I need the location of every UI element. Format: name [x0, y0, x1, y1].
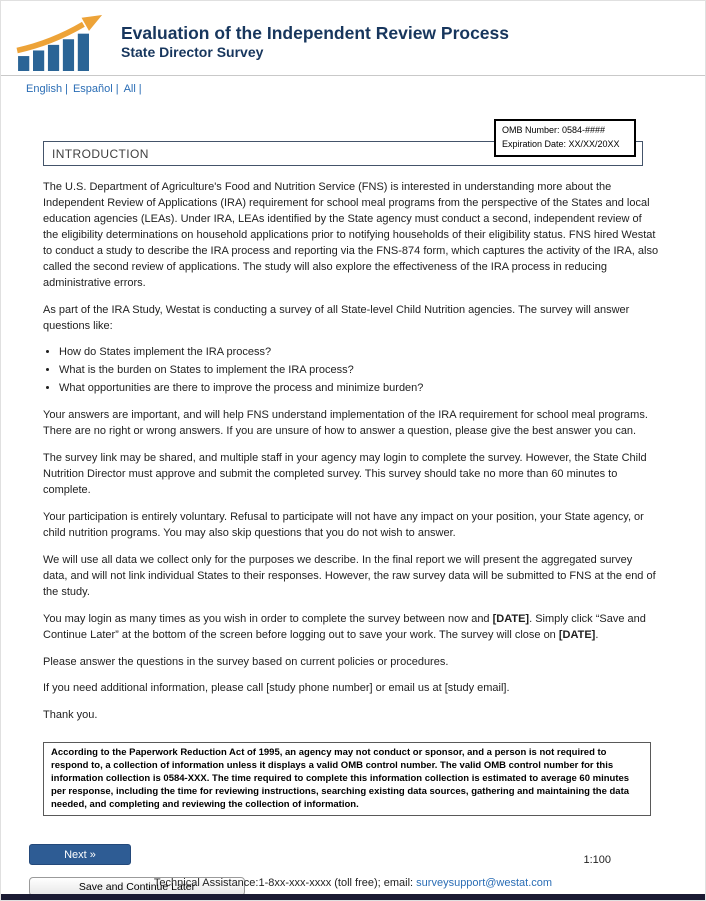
intro-paragraph: The survey link may be shared, and multiple staff in your agency may login to complete the survey. However, the State Child Nutrition Director must approve and submit the completed survey. This survey should take no more than 60 minutes to complete.: [43, 452, 647, 496]
intro-paragraph: You may login as many times as you wish in order to complete the survey between now and [DATE]. Simply click “Save and Continue Later” at the bottom of the screen before logging out to save your work. The survey will close on [DATE].: [43, 612, 646, 641]
intro-paragraph: We will use all data we collect only for the purposes we describe. In the final report we will present the aggregated survey data, and will not link individual States to their responses. However, the raw survey data will be submitted to FNS at the end of the study.: [43, 553, 656, 598]
header-divider: [1, 75, 705, 76]
list-item: • What opportunities are there to improve the process and minimize burden?: [59, 381, 659, 397]
intro-paragraph: Your answers are important, and will help FNS understand implementation of the IRA requirement for school meal programs. There are no right or wrong answers. If you are unsure of how to answer a question, please give the best answer you can.: [43, 409, 648, 438]
save-and-continue-later-button[interactable]: Save and Continue Later: [29, 877, 245, 896]
date-placeholder: [DATE]: [558, 628, 596, 641]
section-title: INTRODUCTION: [52, 147, 149, 161]
date-placeholder: [DATE]: [492, 612, 530, 625]
header-titles: [121, 15, 509, 60]
intro-paragraph: As part of the IRA Study, Westat is conducting a survey of all State-level Child Nutrition agencies. The survey will answer questions like:: [43, 303, 630, 332]
omb-expiration-date: Expiration Date: XX/XX/20XX: [502, 138, 620, 149]
page-title: Evaluation of the Independent Review Process: [121, 23, 510, 43]
page-counter: 1:100: [583, 854, 611, 866]
survey-questions-list: [59, 345, 659, 397]
language-separator: |: [138, 83, 142, 95]
list-item: • What is the burden on States to implement the IRA process?: [59, 363, 659, 379]
list-item: • How do States implement the IRA process?: [59, 345, 659, 361]
footer-technical-assistance: [1, 877, 705, 889]
page-subtitle: State Director Survey: [121, 44, 264, 61]
paperwork-reduction-act-notice: According to the Paperwork Reduction Act of 1995, an agency may not conduct or sponsor, and a person is not required to respond to, a collection of information unless it displays a valid OMB control number. The valid OMB control number for this information collection is 0584-XXX. The time required to complete this information collection is estimated to average 60 minutes per response, including the time for reviewing instructions, searching existing data sources, gathering and maintaining the data needed, and completing and reviewing the collection of information.: [43, 742, 651, 816]
next-button[interactable]: Next »: [29, 844, 131, 865]
support-email-link[interactable]: surveysupport@westat.com: [416, 877, 553, 889]
language-separator: |: [65, 83, 68, 95]
introduction-content: [43, 180, 659, 816]
language-separator: |: [115, 83, 119, 95]
intro-paragraph: Thank you.: [43, 709, 98, 722]
footer-bar: [1, 894, 705, 900]
page-header: [1, 1, 705, 73]
intro-paragraph: Please answer the questions in the survey based on current policies or procedures.: [43, 655, 449, 668]
westat-logo-icon: [15, 15, 107, 71]
intro-paragraph: If you need additional information, please call [study phone number] or email us at [study email].: [43, 682, 510, 695]
intro-paragraph: The U.S. Department of Agriculture's Food and Nutrition Service (FNS) is interested in understanding more about the Independent Review of Applications (IRA) requirement for school meal programs from the perspective of the States and local education agencies (LEAs). Under IRA, LEAs identified by the State agency must conduct a second, independent review of the eligibility determinations on household applications prior to notifying households of their eligibility status. FNS hired Westat to conduct a study to describe the IRA process and reporting via the FNS-874 form, which captures the activity of the IRA, also called the second review of applications. The study will also explore the effectiveness of the IRA process in reducing administrative errors.: [43, 181, 659, 289]
omb-box: [494, 119, 636, 157]
language-link-all[interactable]: All: [123, 83, 136, 95]
language-link-espanol[interactable]: Español: [72, 83, 113, 95]
language-link-english[interactable]: English: [26, 83, 63, 95]
intro-paragraph: Your participation is entirely voluntary. Refusal to participate will not have any impact on your position, your State agency, or child nutrition programs. You may also skip questions that you do not wish to answer.: [43, 510, 644, 539]
omb-number: OMB Number: 0584-####: [502, 125, 606, 135]
language-bar: [26, 83, 705, 95]
assistance-text: Technical Assistance:1-8xx-xxx-xxxx (toll free); email:: [153, 877, 417, 889]
